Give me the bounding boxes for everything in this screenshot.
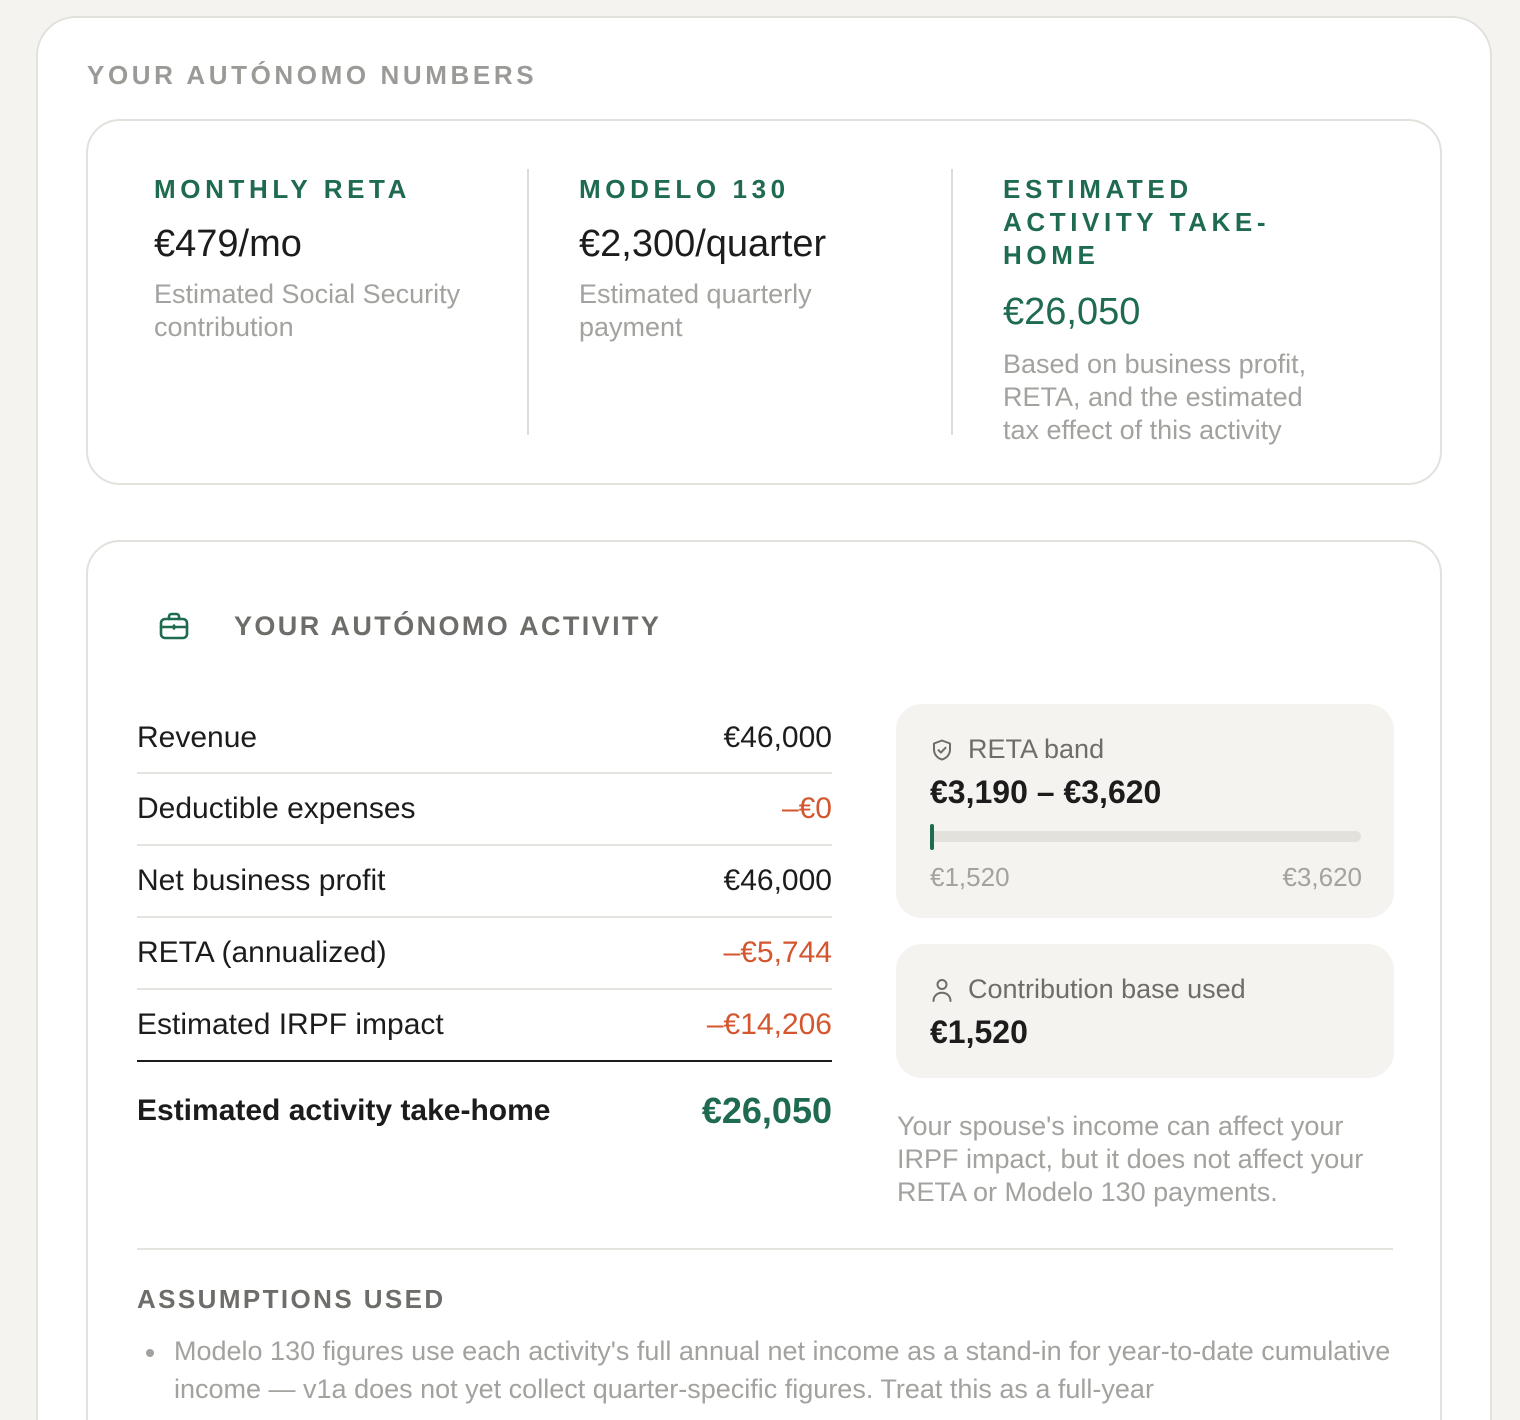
breakdown-total-row [137,1062,832,1160]
summary-modelo-130 [579,173,909,344]
summary-label: MODELO 130 [579,174,790,204]
divider [137,1248,1393,1250]
assumption-item: Modelo 130 figures use each activity's full annual net income as a stand-in for year-to-date cumulative income — v1a does not yet collect quarter-specific figures. Treat this as a full-year [146,1332,1396,1408]
contribution-base-card [896,944,1394,1078]
summary-value: €26,050 [1003,291,1141,333]
summary-label: MONTHLY RETA [154,174,411,204]
shield-icon [930,738,954,762]
row-label: Revenue [137,721,258,754]
row-value: –€5,744 [723,936,832,969]
summary-label: ESTIMATED ACTIVITY TAKE-HOME [1003,174,1271,270]
total-value: €26,050 [701,1090,832,1131]
reta-band-header [930,734,1104,765]
breakdown-row-expenses [137,774,832,846]
row-value: €46,000 [723,721,832,754]
row-value: €46,000 [723,864,832,897]
summary-take-home [1003,173,1333,447]
contribution-base-header [930,974,1246,1005]
spouse-income-note: Your spouse's income can affect your IRPF impact, but it does not affect your RETA or Modelo 130 payments. [897,1111,1364,1207]
reta-band-max: €3,620 [1282,862,1362,892]
row-label: Deductible expenses [137,792,416,825]
activity-card [86,540,1442,1420]
reta-band-marker [930,824,934,850]
activity-breakdown [137,704,832,1160]
activity-title: YOUR AUTÓNOMO ACTIVITY [234,610,662,641]
breakdown-row-net-profit [137,846,832,918]
contribution-base-label: Contribution base used [968,974,1246,1004]
reta-band-label: RETA band [968,734,1105,764]
assumptions-title: ASSUMPTIONS USED [137,1284,446,1314]
summary-monthly-reta [154,173,484,344]
row-label: Estimated IRPF impact [137,1008,444,1041]
summary-divider [951,169,953,435]
summary-description: Based on business profit, RETA, and the estimated tax effect of this activity [1003,349,1307,445]
briefcase-icon [158,610,190,642]
reta-band-track [930,831,1361,842]
summary-description: Estimated Social Security contribution [154,279,461,342]
total-label: Estimated activity take-home [137,1094,551,1127]
summary-value: €2,300/quarter [579,223,827,265]
summary-divider [527,169,529,435]
activity-header [158,610,661,642]
contribution-base-value: €1,520 [930,1014,1028,1050]
reta-band-card [896,704,1394,918]
summary-card [86,119,1442,485]
summary-description: Estimated quarterly payment [579,279,812,342]
row-label: Net business profit [137,864,386,897]
reta-band-min: €1,520 [930,862,1010,892]
breakdown-row-irpf [137,990,832,1062]
person-icon [930,977,954,1003]
row-value: –€14,206 [706,1008,832,1041]
row-label: RETA (annualized) [137,936,387,969]
reta-band-range: €3,190 – €3,620 [930,774,1162,810]
assumptions-list [146,1332,1396,1408]
summary-value: €479/mo [154,223,302,265]
breakdown-row-reta [137,918,832,990]
breakdown-row-revenue [137,704,832,774]
row-value: –€0 [781,792,832,825]
section-title: YOUR AUTÓNOMO NUMBERS [87,60,538,90]
